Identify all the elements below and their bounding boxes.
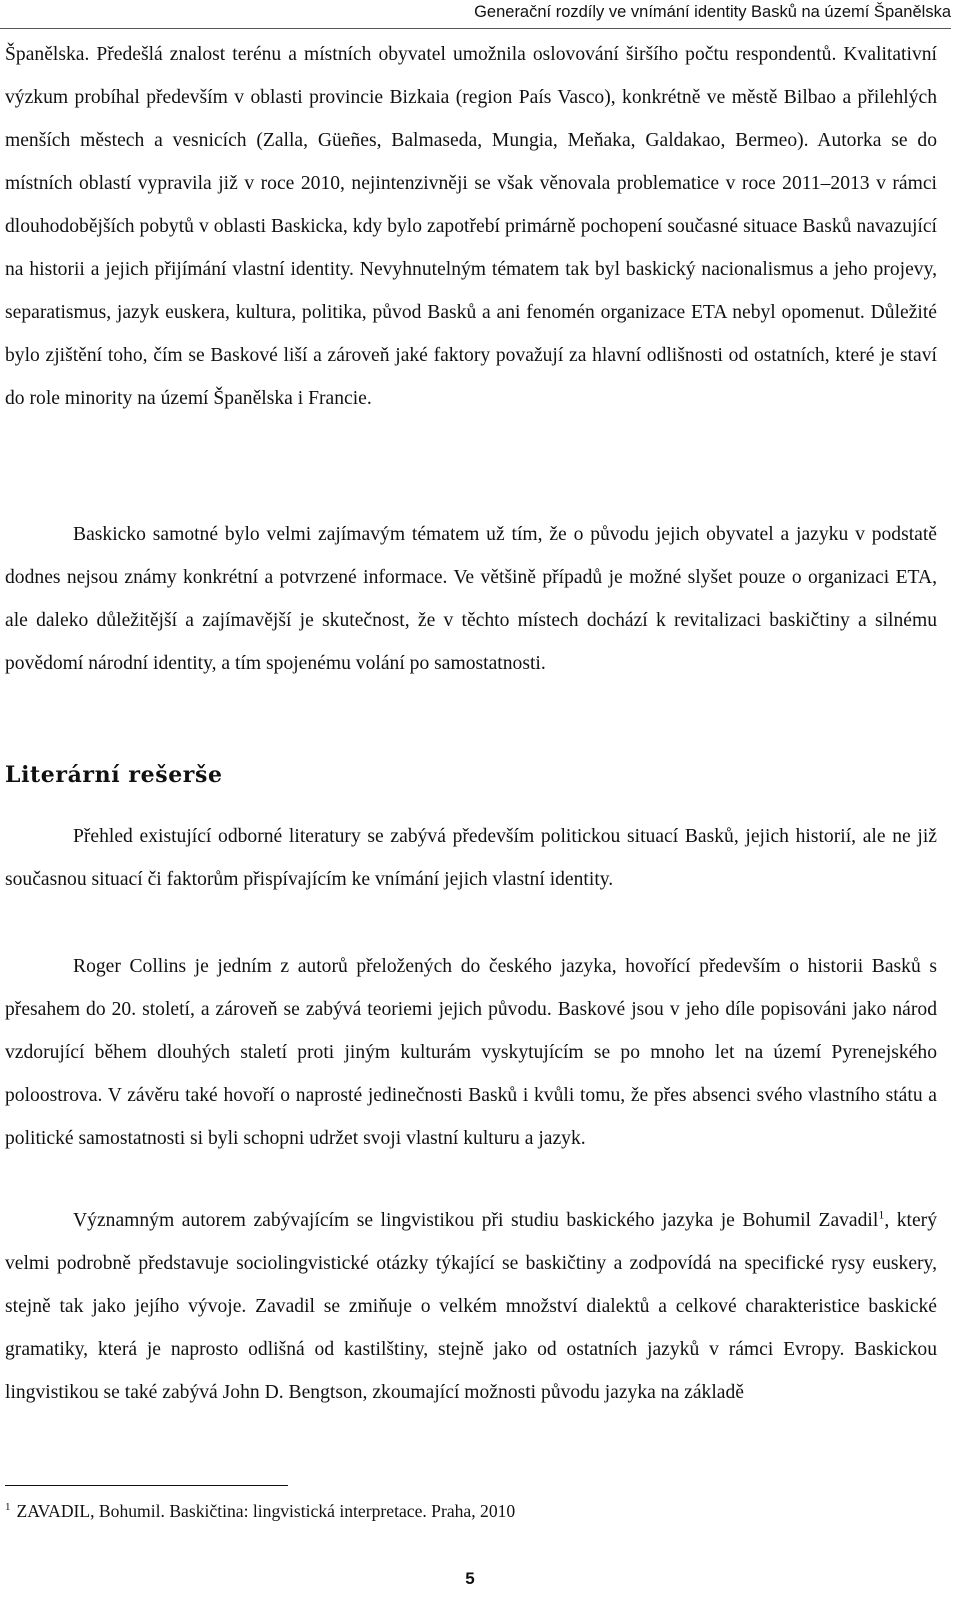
paragraph-basque-country: Baskicko samotné bylo velmi zajímavým tématem už tím, že o původu jejich obyvatel a jazyku v podstatě dodnes nejsou známy konkrétní a potvrzené informace. Ve většině případů je možné slyšet pouze o organizaci ETA, ale daleko důležitější a zajímavější je skutečnost, že v těchto místech dochází k revitalizaci baskičtiny a silnému povědomí národní identity, a tím spojenému volání po samostatnosti. xyxy=(5,524,937,674)
footnote-separator xyxy=(5,1485,288,1486)
page-number: 5 xyxy=(465,1569,475,1588)
paragraph-literature-overview: Přehled existující odborné literatury se zabývá především politickou situací Basků, jejich historií, ale ne již současnou situací či faktorům přispívajícím ke vnímání jejich vlastní identity. xyxy=(5,826,937,890)
footnote-marker: 1 xyxy=(5,1501,11,1514)
paragraph-roger-collins: Roger Collins je jedním z autorů přeložených do českého jazyka, hovořící především o historii Basků s přesahem do 20. století, a zároveň se zabývá teoriemi jejich původu. Baskové jsou v jeho díle popisováni jako národ vzdorující během dlouhých staletí proti jiným kulturám vyskytujícím se po mnoho let na území Pyrenejského poloostrova. V závěru také hovoří o naprosté jedinečnosti Basků i kvůli tomu, že přes absenci svého vlastního státu a politické samostatnosti si byli schopni udržet svoji vlastní kulturu a jazyk. xyxy=(5,956,937,1149)
section-heading: Literární rešerše xyxy=(5,762,223,788)
footnote-reference[interactable]: 1 xyxy=(878,1207,885,1222)
footnote-text: ZAVADIL, Bohumil. Baskičtina: lingvistická interpretace. Praha, 2010 xyxy=(16,1501,516,1521)
running-header-title: Generační rozdíly ve vnímání identity Basků na území Španělska xyxy=(474,3,951,21)
paragraph-zavadil-text-start: Významným autorem zabývajícím se lingvistikou při studiu baskického jazyka je Bohumil Zavadil xyxy=(73,1210,879,1231)
running-header xyxy=(0,0,951,29)
paragraph-zavadil xyxy=(5,1199,937,1414)
footnote xyxy=(5,1498,515,1524)
paragraph-methodology: Španělska. Předešlá znalost terénu a místních obyvatel umožnila oslovování širšího počtu respondentů. Kvalitativní výzkum probíhal především v oblasti provincie Bizkaia (region País Vasco), konkrétně ve městě Bilbao a přilehlých menších městech a vesnicích (Zalla, Güeñes, Balmaseda, Mungia, Meňaka, Galdakao, Bermeo). Autorka se do místních oblastí vypravila již v roce 2010, nejintenzivněji se však věnovala problematice v roce 2011–2013 v rámci dlouhodobějších pobytů v oblasti Baskicka, kdy bylo zapotřebí primárně pochopení současné situace Basků navazující na historii a jejich přijímání vlastní identity. Nevyhnutelným tématem tak byl baskický nacionalismus a jeho projevy, separatismus, jazyk euskera, kultura, politika, původ Basků a ani fenomén organizace ETA nebyl opomenut. Důležité bylo zjištění toho, čím se Baskové liší a zároveň jaké faktory považují za hlavní odlišnosti od ostatních, které je staví do role minority na území Španělska i Francie. xyxy=(5,44,937,409)
paragraph-zavadil-text-end: , který velmi podrobně představuje sociolingvistické otázky týkající se baskičtiny a zodpovídá na specifické rysy euskery, stejně tak jako jejího vývoje. Zavadil se zmiňuje o velkém množství dialektů a celkové charakteristice baskické gramatiky, která je naprosto odlišná od kastilštiny, stejně jako od ostatních jazyků v rámci Evropy. Baskickou lingvistikou se také zabývá John D. Bengtson, zkoumající možnosti původu jazyka na základě xyxy=(5,1210,938,1403)
